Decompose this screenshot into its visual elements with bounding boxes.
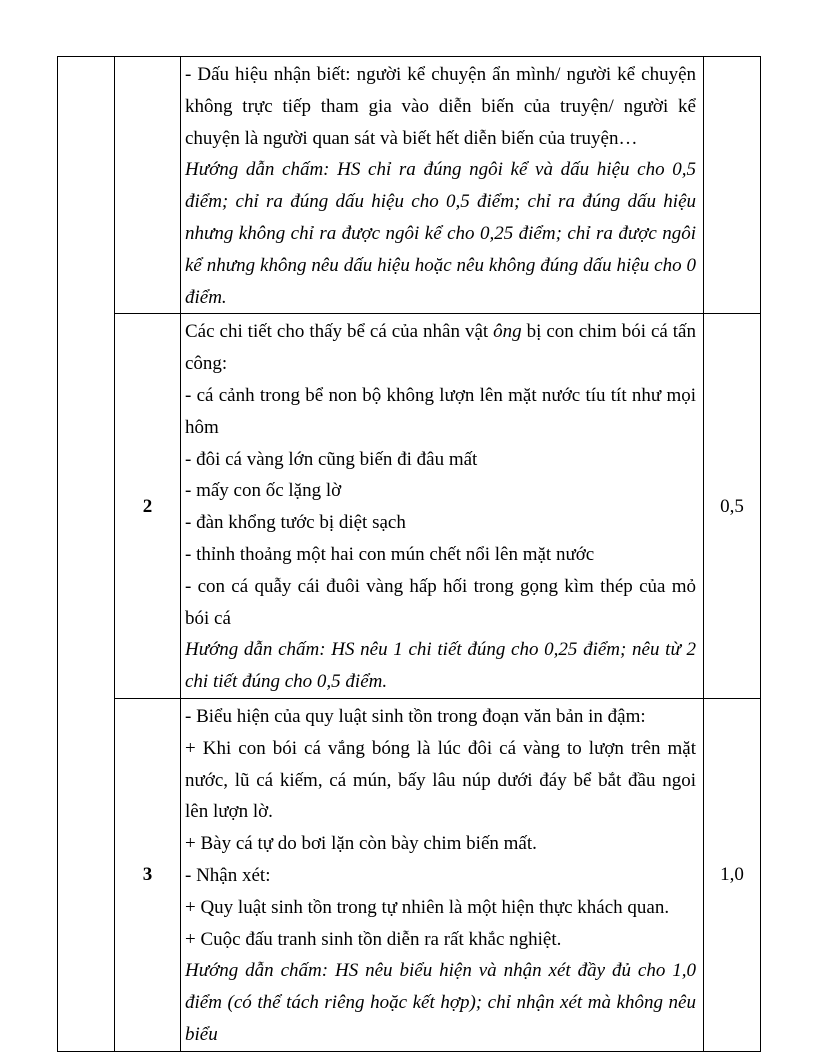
answer-paragraph: [185, 860, 696, 892]
text-run: + Bày cá tự do bơi lặn còn bày chim biến mất.: [185, 833, 537, 855]
score-cell: [704, 57, 761, 314]
answer-paragraph: [185, 316, 696, 380]
text-run: - Dấu hiệu nhận biết: người kể chuyện ẩn mình/ người kể chuyện không trực tiếp tham gia vào diễn biến của truyện/ người kể chuyện là người quan sát và biết hết diễn biến của truyện…: [185, 64, 696, 149]
answer-paragraph: [185, 892, 696, 924]
question-number-cell: 3: [115, 698, 181, 1051]
text-run: - con cá quẫy cái đuôi vàng hấp hối trong gọng kìm thép của mỏ bói cá: [185, 575, 696, 629]
score-cell: 0,5: [704, 314, 761, 699]
answer-paragraph: [185, 154, 696, 313]
answer-content-cell: [181, 314, 704, 699]
text-run: Các chi tiết cho thấy bể cá của nhân vật: [185, 321, 494, 343]
answer-content-cell: [181, 57, 704, 314]
text-run: + Khi con bói cá vắng bóng là lúc đôi cá vàng to lượn trên mặt nước, lũ cá kiếm, cá mún, bấy lâu núp dưới đáy bể bắt đầu ngoi lên lượn lờ.: [185, 737, 696, 823]
rubric-row: [58, 698, 761, 1051]
italic-text-run: ông: [493, 321, 522, 343]
text-run: - đôi cá vàng lớn cũng biến đi đâu mất: [185, 448, 478, 470]
text-run: - đàn khổng tước bị diệt sạch: [185, 512, 406, 534]
text-run: + Quy luật sinh tồn trong tự nhiên là một hiện thực khách quan.: [185, 896, 670, 918]
answer-paragraph: [185, 924, 696, 956]
answer-paragraph: [185, 539, 696, 571]
italic-text-run: Hướng dẫn chấm: HS nêu biểu hiện và nhận xét đầy đủ cho 1,0 điểm (có thể tách riêng hoặc kết hợp); chỉ nhận xét mà không nêu biểu: [185, 960, 696, 1045]
answer-paragraph: [185, 634, 696, 698]
text-run: - Biểu hiện của quy luật sinh tồn trong đoạn văn bản in đậm:: [185, 705, 646, 727]
question-number-cell: [115, 57, 181, 314]
question-number-cell: 2: [115, 314, 181, 699]
text-run: bị con chim bói cá tấn công:: [185, 321, 696, 375]
answer-paragraph: [185, 571, 696, 635]
italic-text-run: Hướng dẫn chấm: HS nêu 1 chi tiết đúng cho 0,25 điểm; nêu từ 2 chi tiết đúng cho 0,5 điểm.: [185, 639, 696, 693]
section-cell: [58, 57, 115, 1052]
rubric-row: [58, 57, 761, 314]
answer-paragraph: [185, 444, 696, 476]
rubric-row: [58, 314, 761, 699]
answer-paragraph: [185, 475, 696, 507]
rubric-table-body: [58, 57, 761, 1052]
answer-paragraph: [185, 380, 696, 444]
answer-paragraph: [185, 733, 696, 828]
grading-rubric-table: [57, 56, 761, 1052]
answer-paragraph: [185, 59, 696, 154]
score-cell: 1,0: [704, 698, 761, 1051]
text-run: - cá cảnh trong bể non bộ không lượn lên mặt nước tíu tít như mọi hôm: [185, 384, 696, 438]
text-run: - mấy con ốc lặng lờ: [185, 480, 342, 502]
text-run: + Cuộc đấu tranh sinh tồn diễn ra rất khắc nghiệt.: [185, 928, 562, 950]
answer-paragraph: [185, 828, 696, 860]
answer-paragraph: [185, 507, 696, 539]
italic-text-run: Hướng dẫn chấm: HS chỉ ra đúng ngôi kể và dấu hiệu cho 0,5 điểm; chỉ ra đúng dấu hiệu cho 0,5 điểm; chỉ ra đúng dấu hiệu nhưng không chỉ ra được ngôi kể cho 0,25 điểm; chỉ ra được ngôi kể nhưng không nêu dấu hiệu hoặc nêu không đúng dấu hiệu cho 0 điểm.: [185, 159, 696, 308]
text-run: - Nhận xét:: [185, 864, 271, 886]
answer-paragraph: [185, 701, 696, 733]
answer-paragraph: [185, 955, 696, 1050]
text-run: - thỉnh thoảng một hai con mún chết nổi lên mặt nước: [185, 543, 595, 565]
answer-content-cell: [181, 698, 704, 1051]
